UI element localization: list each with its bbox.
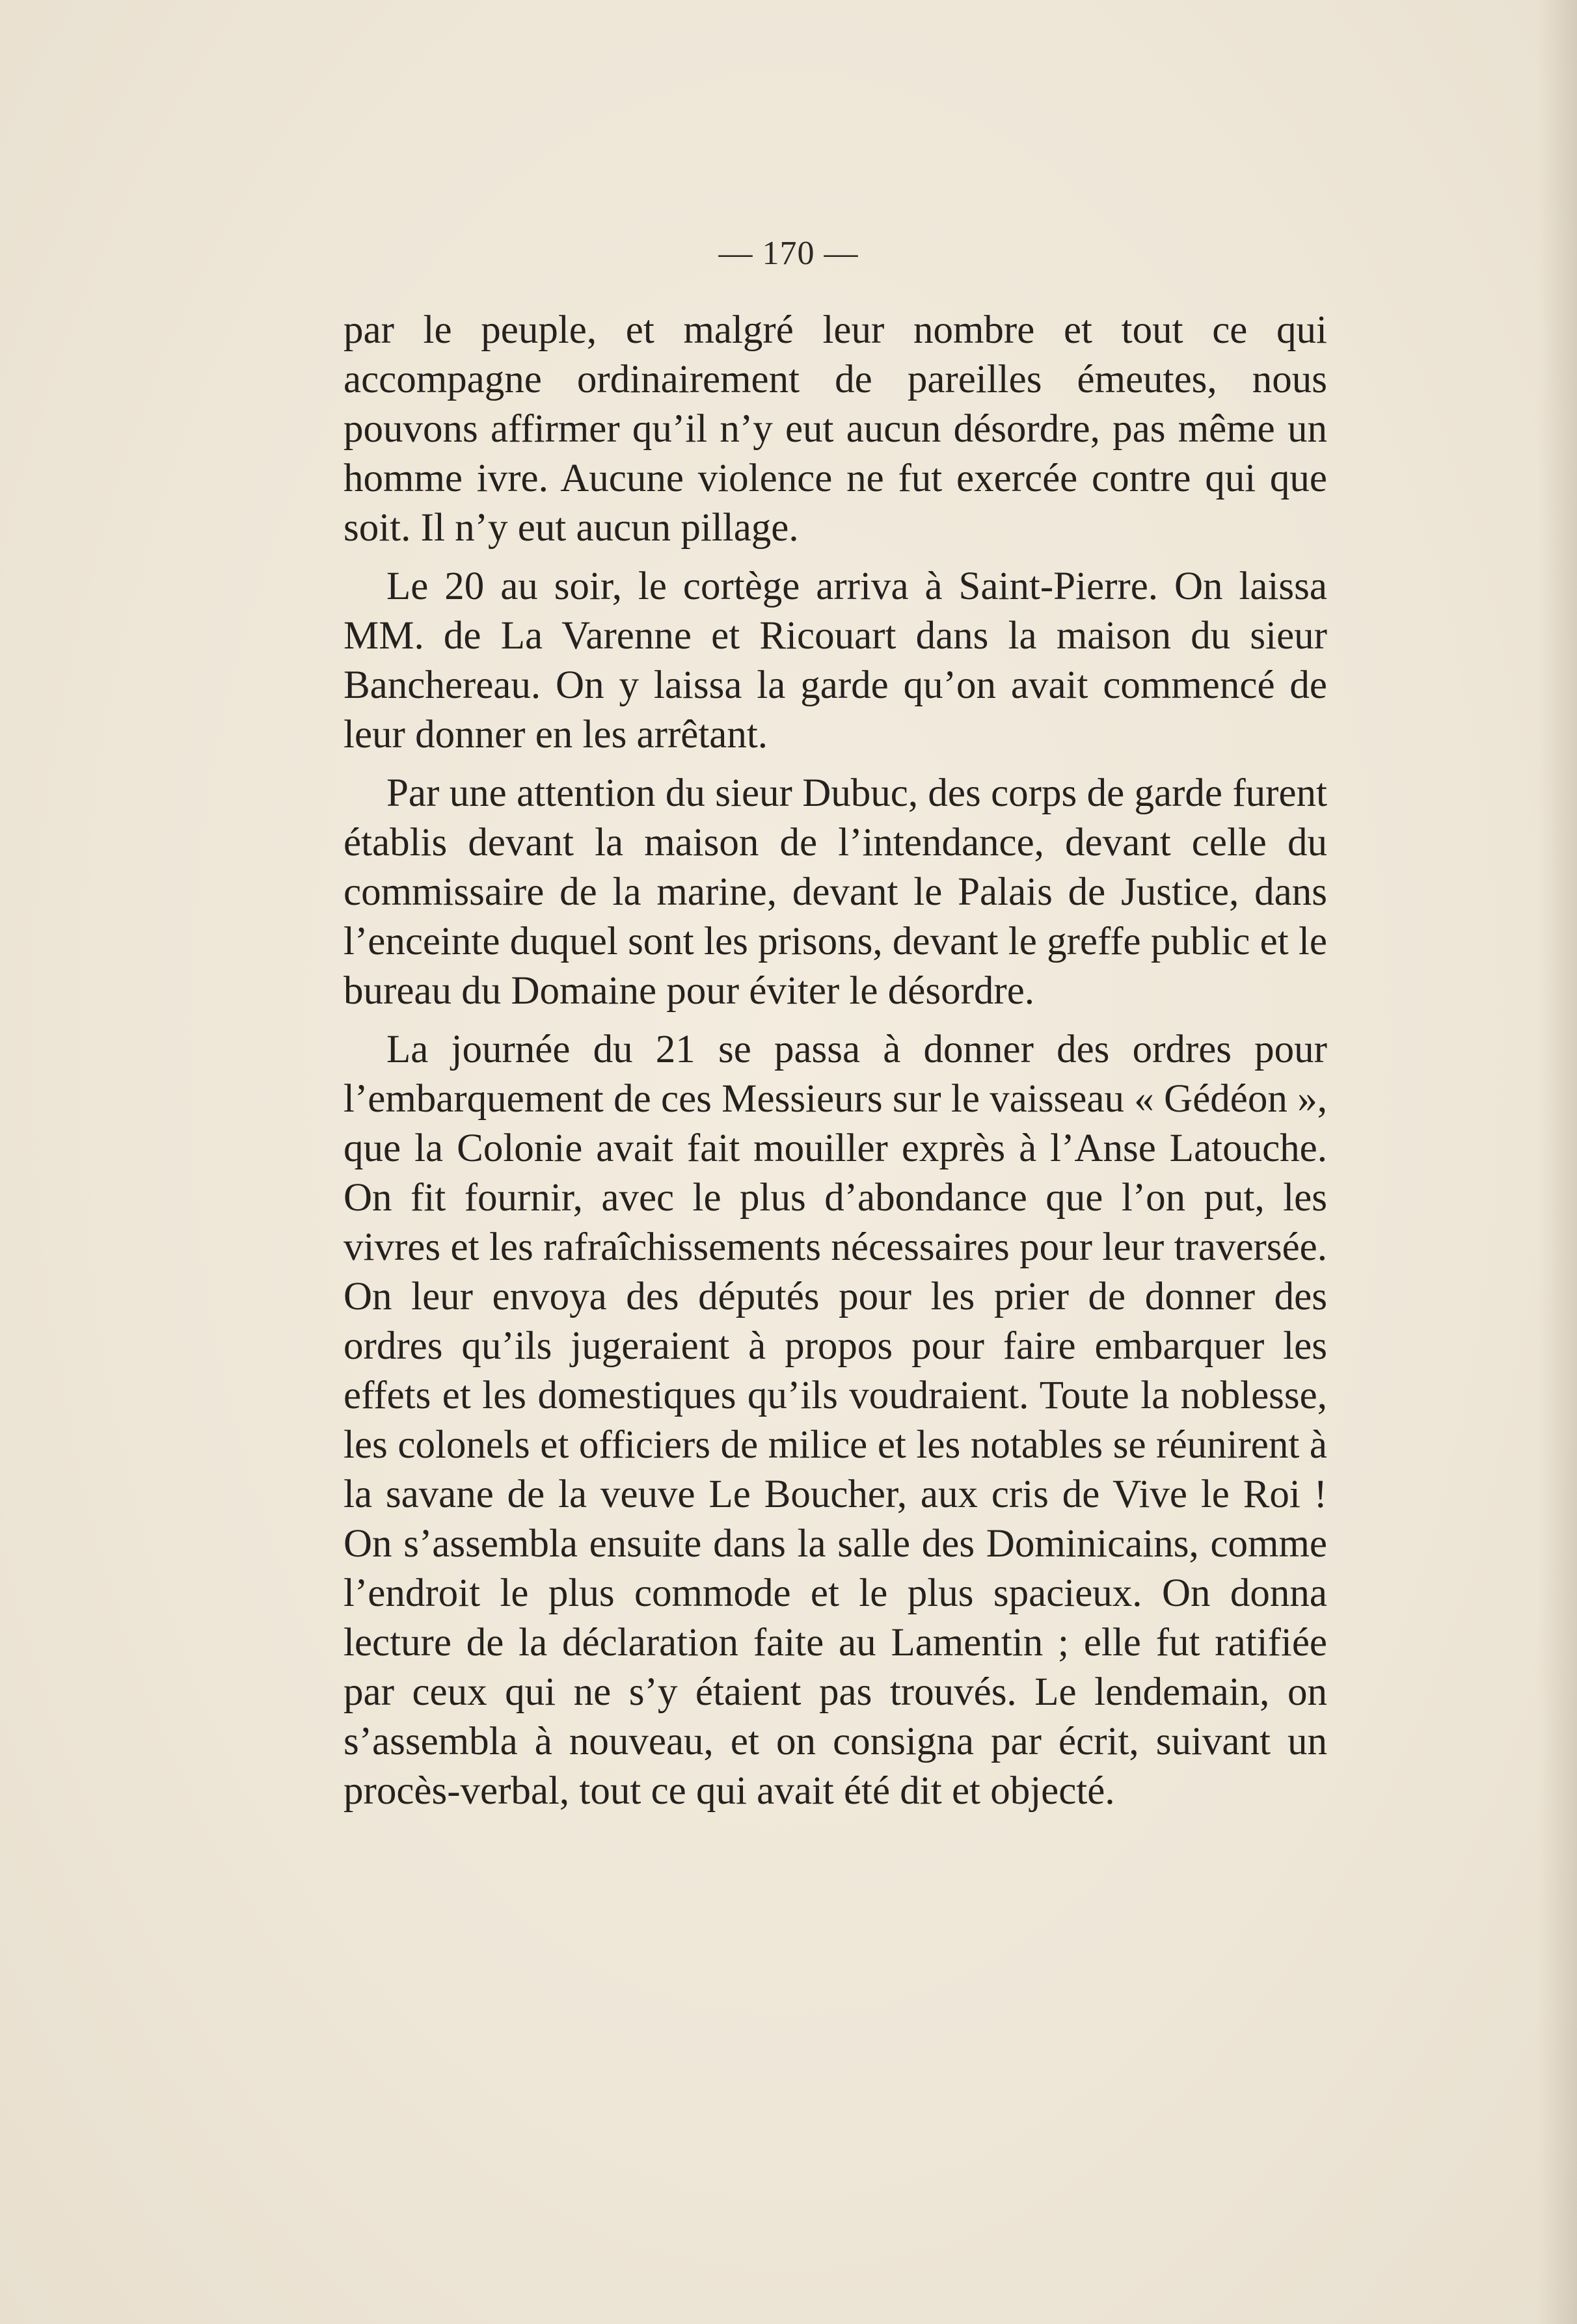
body-text	[344, 306, 1327, 1825]
page-edge-shadow	[1538, 0, 1577, 2324]
page-number: — 170 —	[718, 235, 859, 272]
paragraph-1: par le peuple, et malgré leur nombre et tout ce qui accompagne ordinairement de pareilles émeutes, nous pouvons affirmer qu’il n’y eut aucun désordre, pas même un homme ivre. Aucune violence ne fut exercée contre qui que soit. Il n’y eut aucun pillage.	[344, 308, 1327, 550]
paragraph-2: Le 20 au soir, le cortège arriva à Saint-Pierre. On laissa MM. de La Varenne et Ricouart dans la maison du sieur Banchereau. On y laissa la garde qu’on avait commencé de leur donner en les arrêtant.	[344, 565, 1327, 756]
paragraph-3: Par une attention du sieur Dubuc, des corps de garde furent établis devant la maison de l’intendance, devant celle du commissaire de la marine, devant le Palais de Justice, dans l’enceinte duquel sont les prisons, devant le greffe public et le bureau du Domaine pour éviter le désordre.	[344, 771, 1327, 1013]
paragraph-4: La journée du 21 se passa à donner des ordres pour l’embarquement de ces Messieurs sur le vaisseau « Gédéon », que la Colonie avait fait mouiller exprès à l’Anse Latouche. On fit fournir, avec le plus d’abondance que l’on put, les vivres et les rafraîchissements nécessaires pour leur traversée. On leur envoya des députés pour les prier de donner des ordres qu’ils jugeraient à propos pour faire embarquer les effets et les domestiques qu’ils voudraient. Toute la noblesse, les colonels et officiers de milice et les notables se réunirent à la savane de la veuve Le Boucher, aux cris de Vive le Roi ! On s’assembla ensuite dans la salle des Dominicains, comme l’endroit le plus commode et le plus spacieux. On donna lecture de la déclaration faite au Lamentin ; elle fut ratifiée par ceux qui ne s’y étaient pas trouvés. Le lendemain, on s’assembla à nouveau, et on consigna par écrit, suivant un procès-verbal, tout ce qui avait été dit et objecté.	[344, 1028, 1327, 1813]
